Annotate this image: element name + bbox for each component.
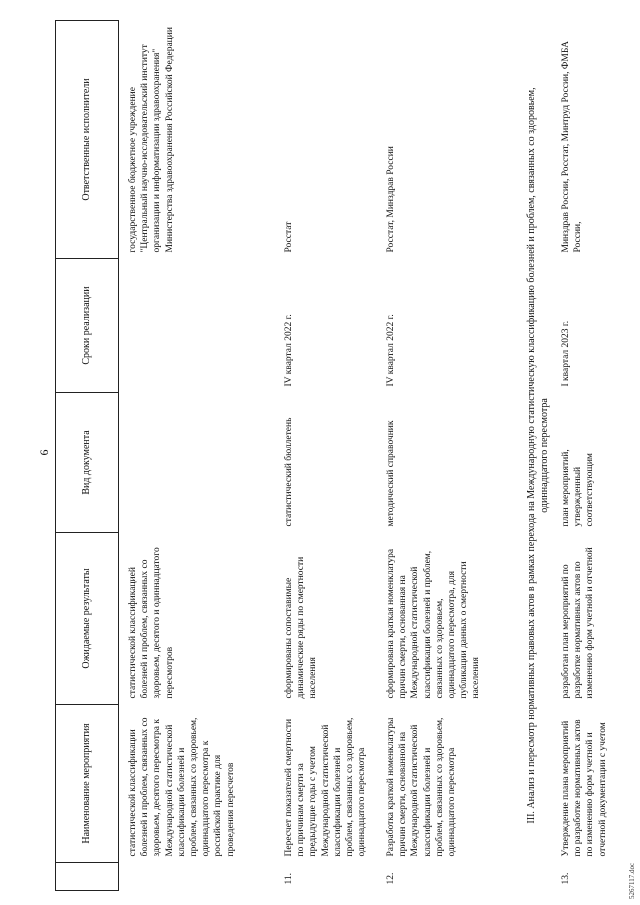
- row-deadline: I квартал 2023 г.: [561, 320, 571, 387]
- table-row: [382, 21, 520, 891]
- row-results: сформированы сопоставимые динамические ряды по смертности населения: [284, 556, 319, 699]
- table-row: [280, 21, 382, 891]
- row-responsible: государственное бюджетное учреждение "Центральный научно-исследовательский институт организации и информатизации здравоохранения" Министерства здравоохранения Российской Федерации: [128, 27, 175, 253]
- header-name: Наименование мероприятия: [56, 705, 119, 863]
- row-doc-type: методический справочник: [386, 420, 396, 527]
- row-num: 12.: [386, 872, 396, 885]
- page-number: 6: [37, 449, 51, 456]
- row-results: сформирована краткая номенклатура причин смерти, основанная на Международной статистической классификации болезней и проблем, связанных со здоровьем, одиннадцатого пересмотра, для публикации данных о смертности населения: [386, 548, 482, 699]
- row-results: статистической классификацией болезней и проблем, связанных со здоровьем, десятого и одиннадцатого пересмотров: [128, 547, 175, 699]
- table-row: [557, 21, 631, 891]
- row-results: разработан план мероприятий по разработке нормативных актов по изменению форм учетной и отчетной: [561, 547, 596, 699]
- header-results: Ожидаемые результаты: [56, 533, 119, 705]
- header-doc-type: Вид документа: [56, 393, 119, 533]
- row-doc-type: план мероприятий, утвержденный соответствующим: [561, 449, 596, 527]
- row-responsible: Росстат: [284, 221, 294, 253]
- row-deadline: IV квартал 2022 г.: [386, 314, 396, 387]
- section-heading: III. Анализ и пересмотр нормативных правовых актов в рамках перехода на Международную статистическую классификацию болезней и проблем, связанных со здоровьем, одиннадцатого пересмотра: [526, 87, 550, 824]
- row-name: Разработка краткой номенклатуры причин смерти, основанной на Международной статистической классификации болезней и проблем, связанных со здоровьем, одиннадцатого пересмотра: [386, 717, 458, 857]
- row-name: Пересчет показателей смертности по причинам смерти за предыдущие годы с учетом Международной статистической классификации болезней и проблем, связанных со здоровьем, одиннадцатого пересмотра: [284, 717, 368, 857]
- row-num: [119, 863, 281, 891]
- section-heading-row: [520, 21, 557, 891]
- row-doc-type: [119, 393, 281, 533]
- row-deadline: [119, 259, 281, 393]
- row-responsible: Минздрав России, Росстат, Минтруд России, ФМБА России,: [561, 40, 584, 253]
- measures-table: [55, 20, 631, 891]
- row-doc-type: статистический бюллетень: [284, 417, 294, 527]
- table-header-row: [56, 21, 119, 891]
- header-deadline: Сроки реализации: [56, 259, 119, 393]
- header-responsible: Ответственные исполнители: [56, 21, 119, 259]
- header-num: [56, 863, 119, 891]
- row-name: Утверждение плана мероприятий по разработке нормативных актов по изменению форм учетной и отчетной документации с учетом: [561, 719, 608, 857]
- row-num: 11.: [284, 872, 294, 885]
- row-num: 13.: [561, 872, 571, 885]
- row-deadline: IV квартал 2022 г.: [284, 314, 294, 387]
- row-name: статистической классификации болезней и проблем, связанных со здоровьем, десятого пересмотра к Международной статистической классификации болезней и проблем, связанных со здоровьем, одиннадцатого пересмотра к российской практике для проведения пересчетов: [128, 717, 236, 857]
- footer-file-code: 5267117.doc: [628, 862, 636, 899]
- table-row: [119, 21, 281, 891]
- row-responsible: Росстат, Минздрав России: [386, 146, 396, 253]
